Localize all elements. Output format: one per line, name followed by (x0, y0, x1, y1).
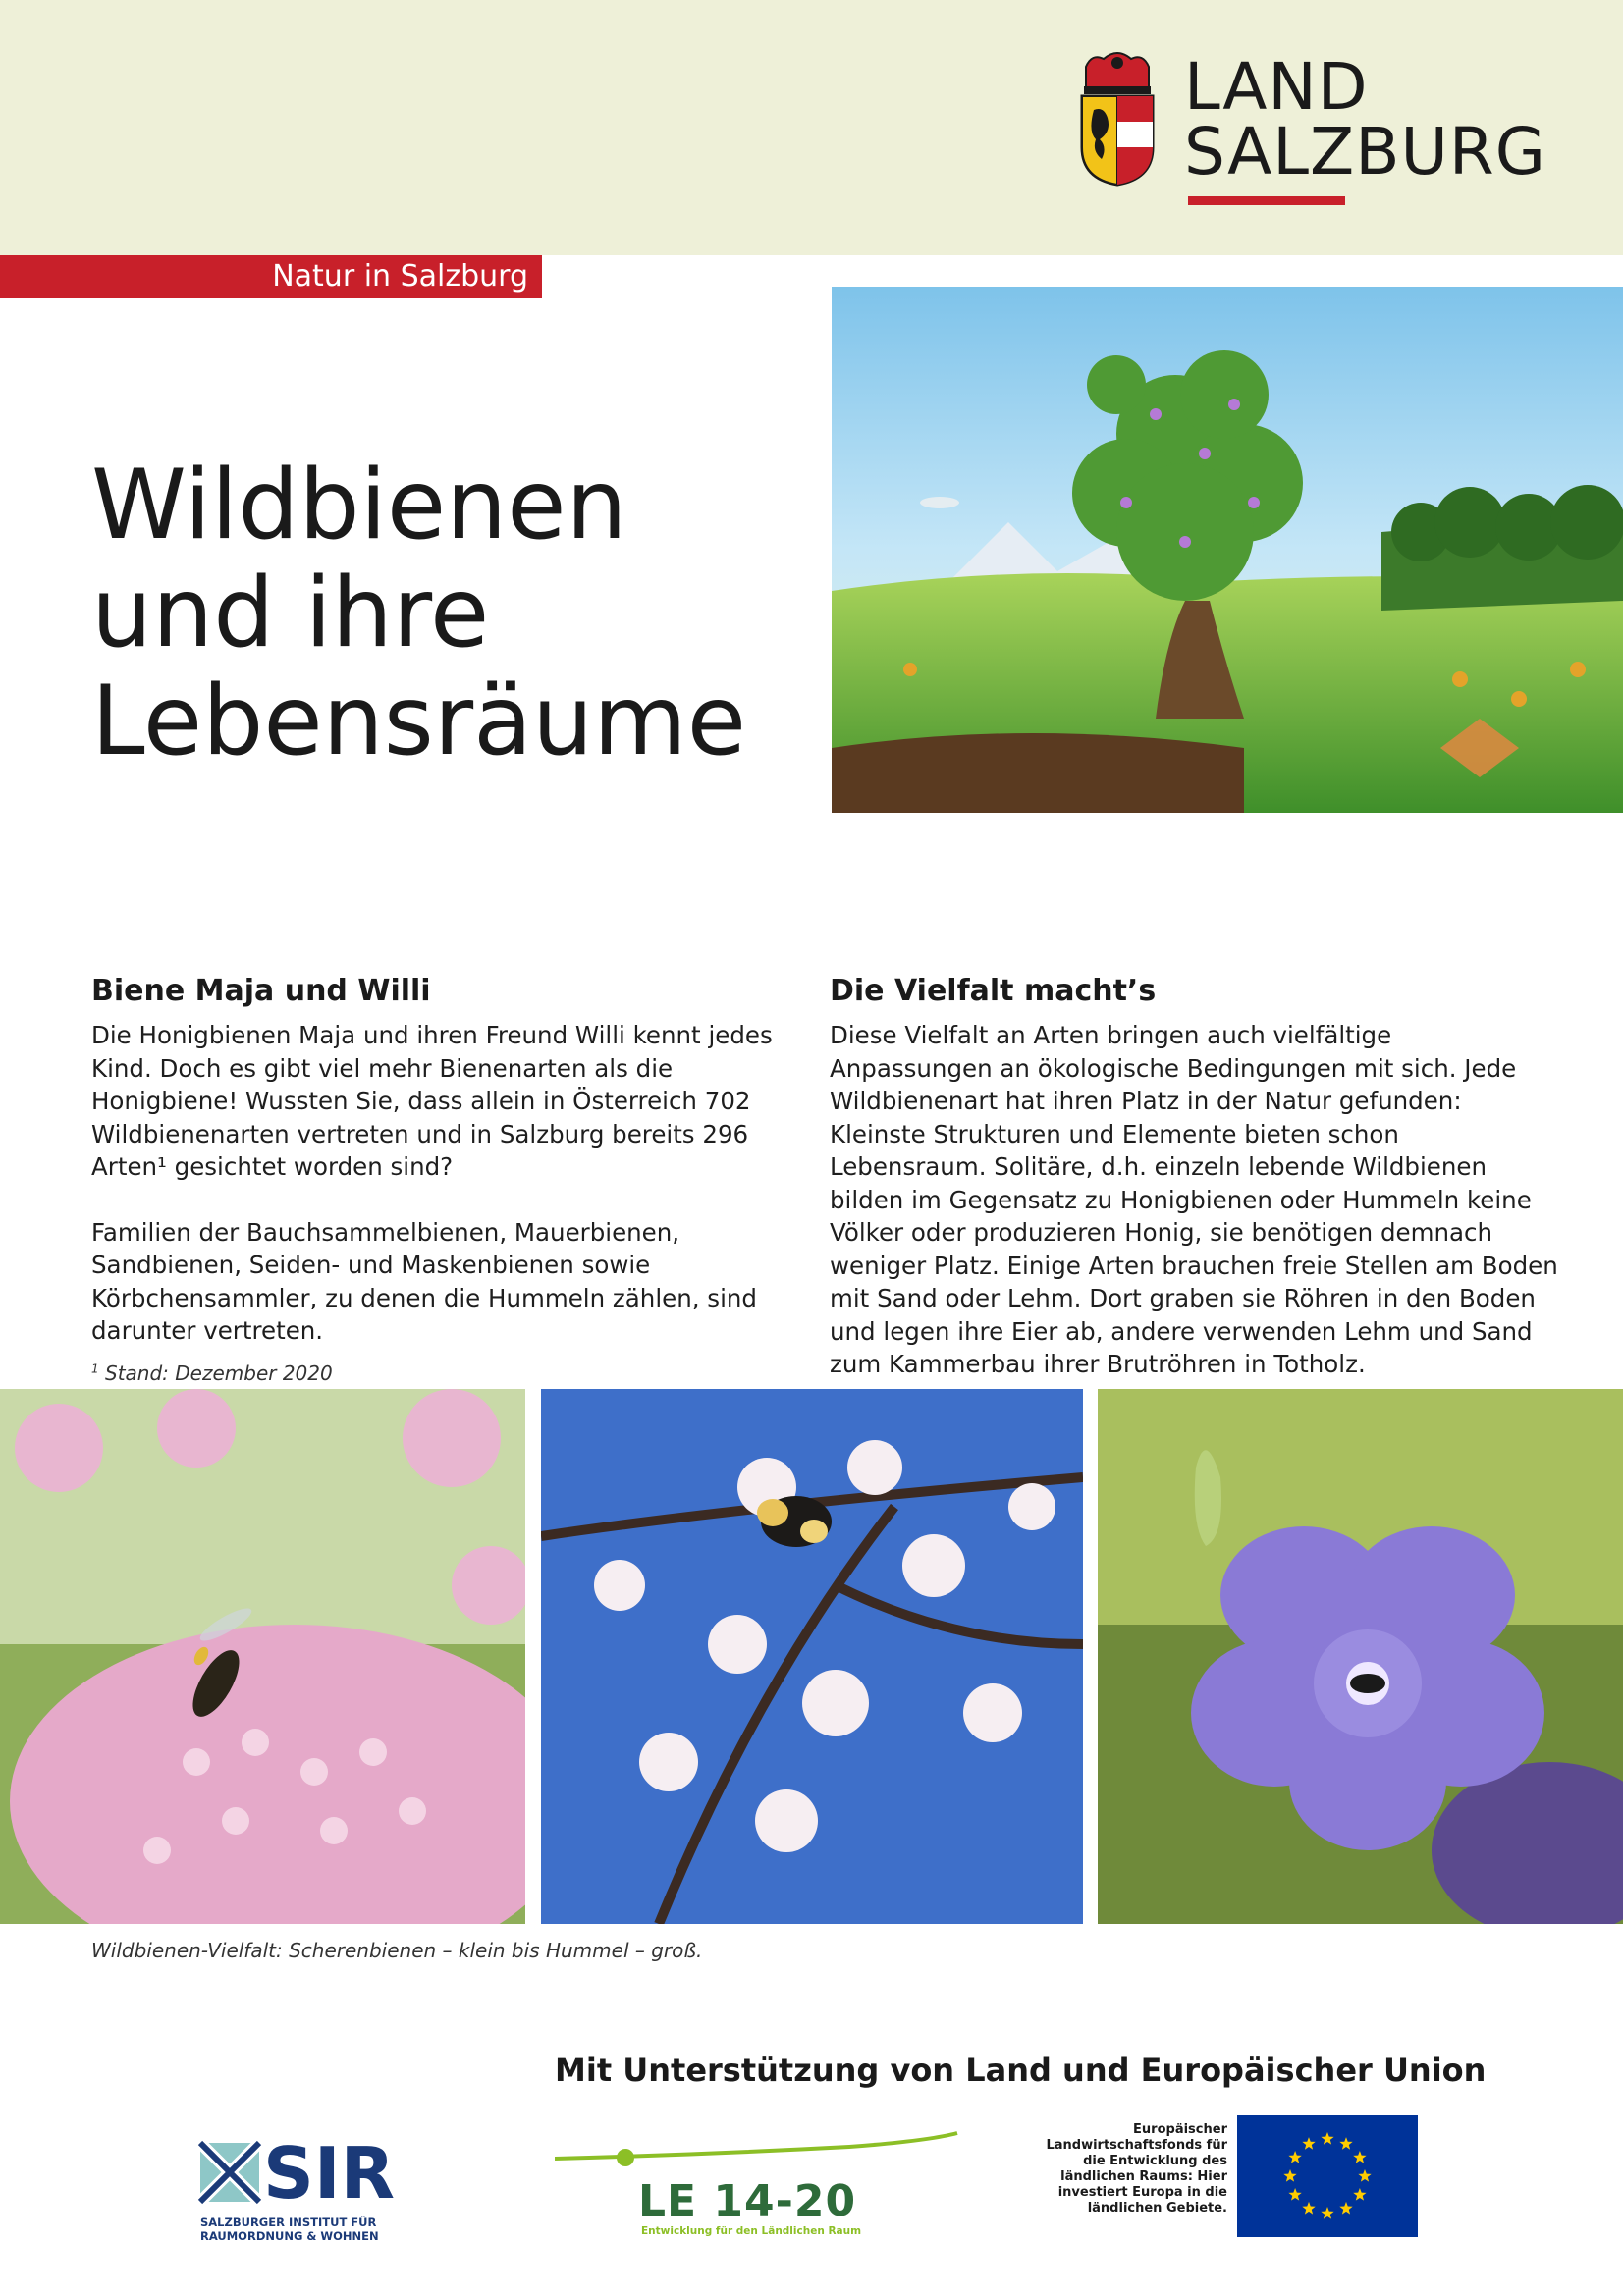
hero-illustration (832, 287, 1623, 813)
logo-text-salzburg: SALZBURG (1184, 114, 1546, 189)
land-salzburg-logo[interactable] (1078, 49, 1549, 216)
left-heading: Biene Maja und Willi (91, 974, 431, 1008)
logo-text-land: LAND (1184, 49, 1369, 125)
support-heading: Mit Unterstützung von Land und Europäischer Union (555, 2052, 1487, 2089)
le-swoosh-icon (555, 2125, 967, 2174)
title-line: und ihre (91, 558, 490, 669)
logo-underline (1188, 196, 1345, 205)
photo-bee-on-sedum (0, 1389, 525, 1924)
title-line: Lebensräume (91, 666, 747, 777)
eu-flag-icon (1237, 2115, 1418, 2237)
le-subtitle: Entwicklung für den Ländlichen Raum (641, 2225, 862, 2237)
left-paragraph: Familien der Bauchsammelbienen, Mauerbienen, Sandbienen, Seiden- und Maskenbienen sowie Körbchensammler, zu denen die Hummeln zählen, sind darunter vertreten. (91, 1217, 757, 1345)
footnote-mark: 1 (91, 1361, 99, 1375)
footnote-text: Stand: Dezember 2020 (98, 1361, 333, 1385)
sir-subtitle: RAUMORDNUNG & WOHNEN (200, 2229, 379, 2243)
eu-fund-text: Europäischer Landwirtschaftsfonds für die Entwicklung des ländlichen Raums: Hier investiert Europa in die ländlichen Gebiete. (1046, 2122, 1227, 2216)
page-title (91, 452, 838, 775)
right-column (830, 972, 1558, 1381)
photo-bee-on-geranium (1098, 1389, 1623, 1924)
right-heading: Die Vielfalt macht’s (830, 974, 1157, 1008)
sir-logo[interactable] (196, 2132, 417, 2243)
photo-caption: Wildbienen-Vielfalt: Scherenbienen – klein bis Hummel – groß. (91, 1939, 703, 1962)
sir-wordmark: SIR (263, 2132, 396, 2215)
photo-bumblebee-on-blossom (541, 1389, 1083, 1924)
section-tag: Natur in Salzburg (0, 255, 542, 298)
sir-emblem-icon (196, 2137, 263, 2214)
right-paragraph: Diese Vielfalt an Arten bringen auch vielfältige Anpassungen an ökologische Bedingungen mit sich. Jede Wildbienenart hat ihren Platz in der Natur gefunden: Kleinste Strukturen und Elemente bieten schon Lebensraum. Solitäre, d.h. einzeln lebende Wildbienen bilden im Gegensatz zu Honigbienen oder Hummeln keine Völker oder produzieren Honig, sie benötigen demnach weniger Platz. Einige Arten brauchen freie Stellen am Boden mit Sand oder Lehm. Dort graben sie Röhren in den Boden und legen ihre Eier ab, andere verwenden Lehm und Sand zum Kammerbau ihrer Brutröhren in Totholz. (830, 1021, 1558, 1378)
header-band (0, 0, 1623, 255)
le-wordmark: LE 14-20 (638, 2176, 857, 2226)
left-paragraph: Die Honigbienen Maja und ihren Freund Willi kennt jedes Kind. Doch es gibt viel mehr Bienenarten als die Honigbiene! Wussten Sie, dass allein in Österreich 702 Wildbienenarten vertreten und in Salzburg bereits 296 Arten¹ gesichtet worden sind? (91, 1021, 773, 1181)
le-14-20-logo[interactable] (555, 2125, 967, 2243)
title-line: Wildbienen (91, 450, 627, 561)
sir-subtitle: SALZBURGER INSTITUT FÜR (200, 2216, 377, 2229)
footnote (91, 1362, 820, 1385)
left-column (91, 972, 820, 1385)
salzburg-crest-icon (1078, 49, 1157, 187)
